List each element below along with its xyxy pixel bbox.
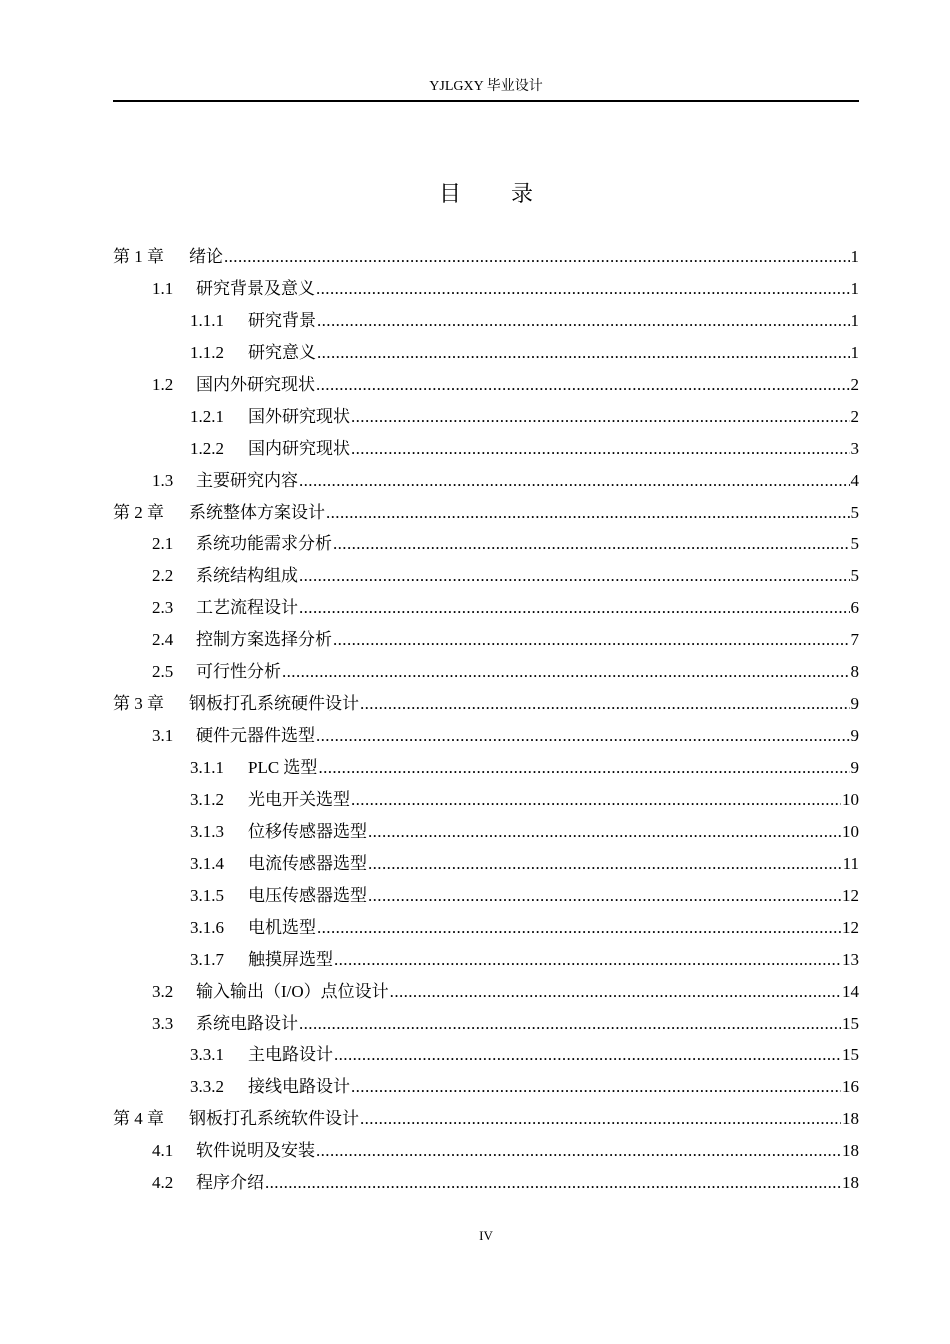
toc-entry-title: 电机选型 (248, 917, 316, 937)
toc-leader-dots (299, 598, 850, 618)
toc-entry-number: 2.4 (152, 630, 174, 650)
toc-entry-title: 系统结构组成 (196, 566, 298, 586)
toc-entry-number: 3.1.5 (190, 885, 224, 905)
toc-leader-dots (265, 1173, 841, 1193)
toc-entry[interactable] (113, 1009, 859, 1041)
toc-entry-page: 10 (842, 789, 859, 809)
toc-entry-title: 研究背景及意义 (196, 278, 315, 298)
toc-entry-page: 1 (850, 278, 859, 298)
toc-entry-title: 光电开关选型 (248, 789, 350, 809)
toc-leader-dots (224, 247, 850, 267)
toc-entry-number: 第 4 章 (113, 1109, 164, 1129)
toc-entry-page: 3 (850, 438, 859, 458)
toc-entry-title: 系统电路设计 (196, 1013, 298, 1033)
toc-leader-dots (360, 1109, 841, 1129)
toc-entry-title: 程序介绍 (196, 1173, 264, 1193)
toc-entry-title: 触摸屏选型 (248, 949, 333, 969)
toc-leader-dots (316, 726, 850, 746)
toc-entry-page: 9 (850, 726, 859, 746)
toc-entry-number: 2.1 (152, 534, 174, 554)
page-header: YJLGXY 毕业设计 (429, 79, 543, 94)
toc-leader-dots (282, 662, 850, 682)
toc-entry[interactable] (113, 1168, 859, 1200)
toc-entry[interactable] (113, 306, 859, 338)
toc-leader-dots (351, 790, 841, 810)
toc-entry-page: 8 (850, 662, 859, 682)
toc-leader-dots (316, 375, 850, 395)
table-of-contents (113, 242, 859, 1200)
toc-entry-number: 3.3.1 (190, 1045, 224, 1065)
toc-entry[interactable] (113, 625, 859, 657)
toc-entry[interactable] (113, 849, 859, 881)
toc-entry-title: 钢板打孔系统硬件设计 (189, 694, 359, 714)
toc-entry[interactable] (113, 753, 859, 785)
toc-entry-number: 3.1.4 (190, 853, 224, 873)
toc-entry-title: 电压传感器选型 (248, 885, 367, 905)
toc-entry-page: 18 (842, 1173, 859, 1193)
toc-entry-number: 1.1.2 (190, 342, 224, 362)
toc-entry[interactable] (113, 1072, 859, 1104)
toc-leader-dots (360, 694, 850, 714)
toc-entry-number: 1.2.2 (190, 438, 224, 458)
toc-entry-title: 工艺流程设计 (196, 598, 298, 618)
toc-entry-number: 2.3 (152, 598, 174, 618)
toc-leader-dots (299, 566, 850, 586)
toc-entry-title: 国内研究现状 (248, 438, 350, 458)
toc-entry-title: 国外研究现状 (248, 406, 350, 426)
toc-entry-title: 可行性分析 (196, 662, 281, 682)
toc-entry-page: 9 (850, 694, 859, 714)
page-number: IV (479, 1228, 493, 1243)
toc-entry-title: 研究意义 (248, 342, 316, 362)
toc-entry-title: 输入输出（I/O）点位设计 (196, 981, 389, 1001)
toc-entry-title: PLC 选型 (248, 758, 318, 777)
toc-entry-page: 12 (842, 885, 859, 905)
toc-leader-dots (351, 407, 850, 427)
toc-entry-title: 硬件元器件选型 (196, 726, 315, 746)
toc-entry-title: 接线电路设计 (248, 1077, 350, 1097)
toc-entry-number: 4.2 (152, 1173, 174, 1193)
toc-entry-page: 15 (842, 1013, 859, 1033)
toc-entry[interactable] (113, 402, 859, 434)
toc-leader-dots (368, 822, 841, 842)
toc-entry-title: 控制方案选择分析 (196, 630, 332, 650)
toc-entry-title: 系统功能需求分析 (196, 534, 332, 554)
toc-entry-page: 15 (842, 1045, 859, 1065)
toc-entry-title: 软件说明及安装 (196, 1141, 315, 1161)
toc-leader-dots (390, 982, 841, 1002)
toc-entry-page: 18 (842, 1109, 859, 1129)
toc-entry-number: 3.1.6 (190, 917, 224, 937)
toc-entry[interactable] (113, 1104, 859, 1136)
toc-leader-dots (317, 311, 850, 331)
toc-entry[interactable] (113, 913, 859, 945)
toc-entry-number: 1.2 (152, 374, 174, 394)
toc-leader-dots (368, 854, 842, 874)
toc-entry-number: 3.1.3 (190, 821, 224, 841)
toc-entry[interactable] (113, 689, 859, 721)
toc-leader-dots (299, 471, 850, 491)
toc-leader-dots (316, 279, 850, 299)
toc-entry-number: 3.2 (152, 981, 174, 1001)
toc-entry-page: 6 (850, 598, 859, 618)
toc-entry-page: 18 (842, 1141, 859, 1161)
toc-entry-page: 11 (842, 853, 859, 873)
toc-entry[interactable] (113, 529, 859, 561)
header-rule (113, 100, 859, 102)
toc-entry-number: 2.2 (152, 566, 174, 586)
toc-entry-page: 2 (850, 374, 859, 394)
toc-entry-title: 主要研究内容 (196, 470, 298, 490)
toc-entry-page: 1 (850, 247, 859, 266)
toc-entry[interactable] (113, 785, 859, 817)
toc-entry-title: 国内外研究现状 (196, 374, 315, 394)
toc-entry[interactable] (113, 370, 859, 402)
toc-entry-number: 1.1 (152, 278, 174, 298)
toc-entry-page: 12 (842, 917, 859, 937)
toc-entry-title: 电流传感器选型 (248, 853, 367, 873)
toc-entry[interactable] (113, 817, 859, 849)
toc-entry[interactable] (113, 242, 859, 274)
toc-entry-page: 5 (850, 534, 859, 554)
toc-entry-title: 研究背景 (248, 310, 316, 330)
toc-entry-number: 1.3 (152, 470, 174, 490)
toc-entry-page: 1 (850, 310, 859, 330)
toc-entry-number: 2.5 (152, 662, 174, 682)
toc-entry-number: 3.1.2 (190, 789, 224, 809)
toc-title-char-1: 目 (438, 181, 461, 206)
toc-entry-page: 9 (850, 758, 859, 777)
toc-entry[interactable] (113, 1040, 859, 1072)
toc-entry-number: 1.1.1 (190, 310, 224, 330)
toc-entry-number: 3.1.7 (190, 949, 224, 969)
toc-entry[interactable] (113, 1136, 859, 1168)
toc-entry[interactable] (113, 466, 859, 498)
toc-title (113, 178, 859, 210)
toc-entry-page: 16 (842, 1077, 859, 1097)
toc-entry-number: 4.1 (152, 1141, 174, 1161)
toc-entry-page: 1 (850, 342, 859, 362)
toc-entry[interactable] (113, 338, 859, 370)
toc-entry-number: 3.1.1 (190, 758, 224, 777)
toc-entry-page: 5 (850, 566, 859, 586)
toc-entry-number: 3.3 (152, 1013, 174, 1033)
toc-leader-dots (334, 950, 841, 970)
toc-entry[interactable] (113, 593, 859, 625)
toc-entry-number: 1.2.1 (190, 406, 224, 426)
toc-entry-number: 3.3.2 (190, 1077, 224, 1097)
toc-entry-title: 位移传感器选型 (248, 821, 367, 841)
toc-title-char-2: 录 (511, 181, 534, 206)
toc-leader-dots (316, 1141, 841, 1161)
toc-entry-number: 第 3 章 (113, 694, 164, 714)
toc-leader-dots (334, 1045, 841, 1065)
toc-entry-page: 13 (842, 949, 859, 969)
toc-entry[interactable] (113, 977, 859, 1009)
toc-entry-title: 钢板打孔系统软件设计 (189, 1109, 359, 1129)
toc-leader-dots (299, 1014, 841, 1034)
toc-entry-number: 3.1 (152, 726, 174, 746)
toc-entry[interactable] (113, 657, 859, 689)
toc-entry-page: 2 (850, 406, 859, 426)
toc-entry-title: 主电路设计 (248, 1045, 333, 1065)
toc-leader-dots (317, 343, 850, 363)
toc-leader-dots (326, 503, 850, 523)
toc-leader-dots (351, 1077, 841, 1097)
toc-entry[interactable] (113, 945, 859, 977)
toc-entry[interactable] (113, 721, 859, 753)
toc-leader-dots (368, 886, 841, 906)
toc-entry-page: 5 (850, 502, 859, 522)
toc-leader-dots (318, 758, 849, 778)
toc-leader-dots (351, 439, 850, 459)
toc-entry-title: 系统整体方案设计 (189, 502, 325, 522)
toc-entry[interactable] (113, 434, 859, 466)
toc-leader-dots (317, 918, 841, 938)
toc-entry-number: 第 1 章 (113, 247, 164, 266)
toc-entry-number: 第 2 章 (113, 502, 164, 522)
toc-leader-dots (333, 534, 850, 554)
toc-entry-page: 7 (850, 630, 859, 650)
toc-entry[interactable] (113, 561, 859, 593)
toc-entry-page: 14 (842, 981, 859, 1001)
toc-leader-dots (333, 630, 850, 650)
toc-entry[interactable] (113, 498, 859, 530)
toc-entry[interactable] (113, 881, 859, 913)
toc-entry-page: 10 (842, 821, 859, 841)
toc-entry-page: 4 (850, 470, 859, 490)
toc-entry[interactable] (113, 274, 859, 306)
toc-entry-title: 绪论 (189, 247, 223, 266)
